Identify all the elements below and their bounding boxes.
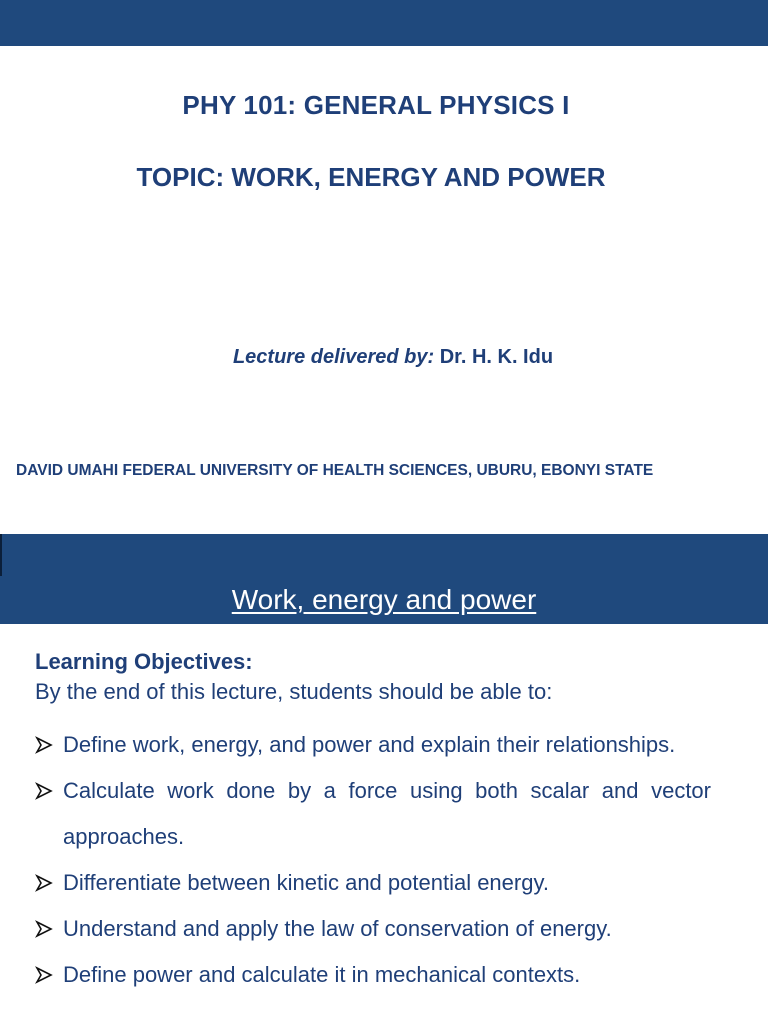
objective-text: Understand and apply the law of conservation of energy.	[63, 916, 612, 941]
university-name: DAVID UMAHI FEDERAL UNIVERSITY OF HEALTH SCIENCES, UBURU, EBONYI STATE	[16, 462, 654, 479]
objective-item	[35, 860, 711, 906]
arrow-bullet-icon	[35, 966, 53, 984]
arrow-bullet-icon	[35, 874, 53, 892]
lecturer-label: Lecture delivered by:	[232, 346, 435, 368]
objective-text: Differentiate between kinetic and potential energy.	[63, 870, 549, 895]
objectives-heading: Learning Objectives:	[35, 649, 253, 674]
arrow-bullet-icon	[35, 782, 53, 800]
top-banner	[0, 0, 768, 46]
arrow-bullet-icon	[35, 736, 53, 754]
objectives-list	[35, 722, 711, 998]
topic-title: TOPIC: WORK, ENERGY AND POWER	[136, 162, 606, 192]
lecturer-line	[0, 346, 768, 369]
objective-item	[35, 722, 711, 768]
header-edge-mark	[0, 534, 2, 576]
course-title: PHY 101: GENERAL PHYSICS I	[182, 90, 570, 120]
objective-item	[35, 768, 711, 860]
lecturer-name: Dr. H. K. Idu	[439, 346, 554, 368]
arrow-bullet-icon	[35, 920, 53, 938]
objective-text: Calculate work done by a force using both scalar and vector approaches.	[63, 778, 711, 849]
objective-text: Define work, energy, and power and explain their relationships.	[63, 732, 676, 757]
objectives-slide	[0, 534, 768, 1024]
objective-item	[35, 952, 711, 998]
objectives-intro: By the end of this lecture, students should be able to:	[35, 679, 553, 704]
objective-text: Define power and calculate it in mechanical contexts.	[63, 962, 581, 987]
objective-item	[35, 906, 711, 952]
slide-header-title: Work, energy and power	[231, 584, 537, 615]
slide-header-banner	[0, 534, 768, 624]
